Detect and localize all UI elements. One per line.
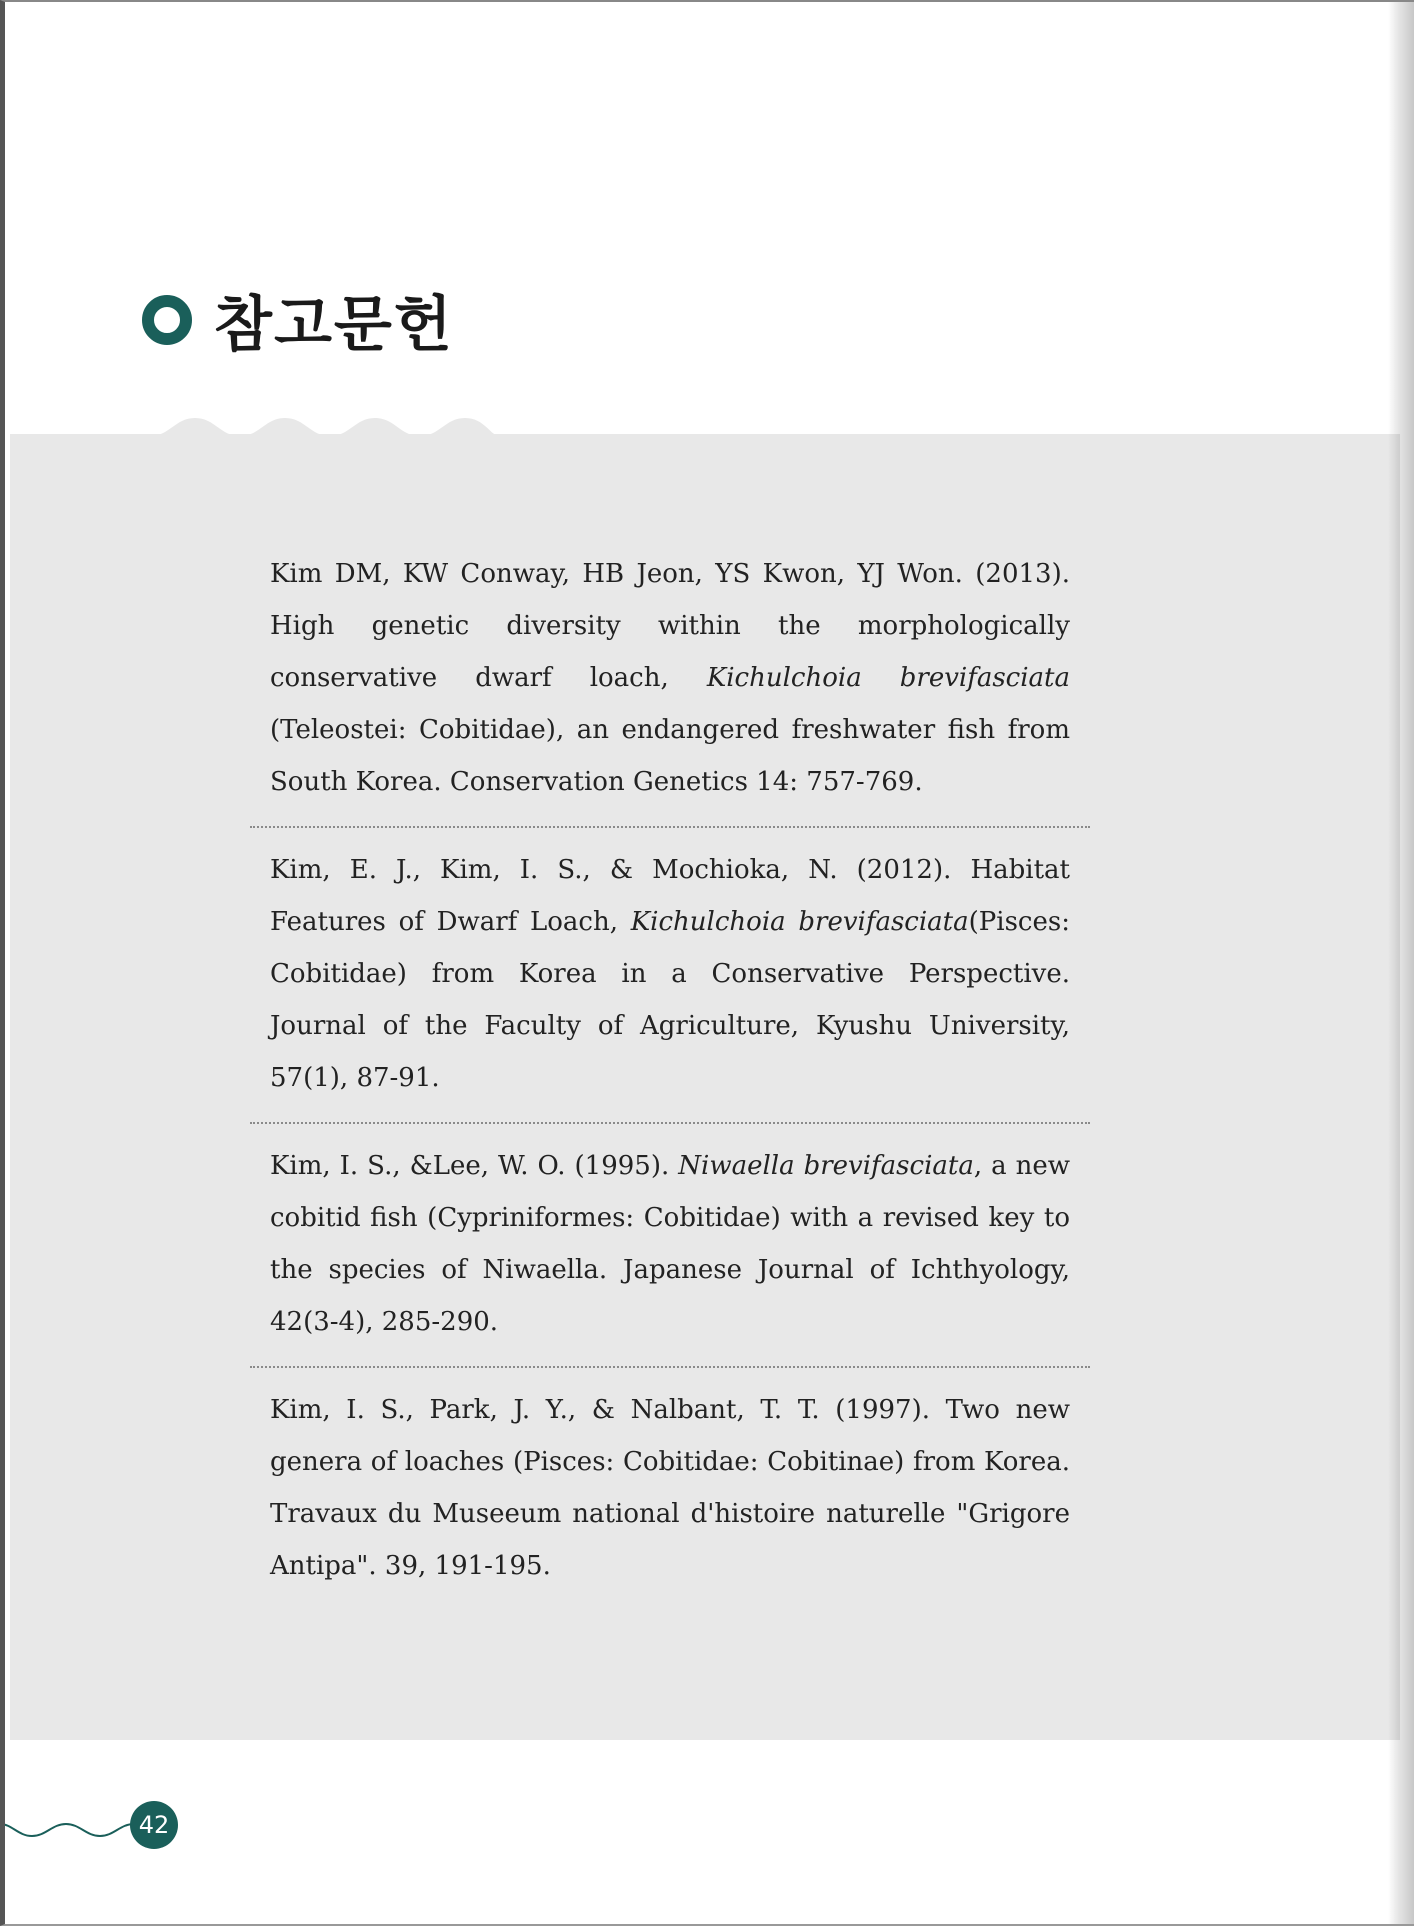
reference-text: Kim DM, KW Conway, HB Jeon, YS Kwon, YJ Won. (2013). High genetic diversity within the morphologically conservative dwarf loach,: [270, 559, 1070, 693]
ring-bullet-icon: [142, 295, 192, 345]
reference-text: , a new cobitid fish (Cypriniformes: Cobitidae) with a revised key to the species of Niwaella. Japanese Journal of Ichthyology, 42(3-4), 285-290.: [270, 1151, 1070, 1337]
species-name: Niwaella brevifasciata: [678, 1151, 974, 1181]
section-heading: [142, 280, 454, 360]
reference-item: [250, 548, 1090, 808]
reference-text: Kim, I. S., &Lee, W. O. (1995).: [270, 1151, 679, 1181]
species-name: Kichulchoia brevifasciata: [630, 907, 969, 937]
reference-item: [250, 844, 1090, 1104]
dotted-divider: [250, 1122, 1090, 1124]
page-number-badge: 42: [130, 1801, 178, 1849]
dotted-divider: [250, 1366, 1090, 1368]
reference-text: Kim, I. S., Park, J. Y., & Nalbant, T. T. (1997). Two new genera of loaches (Pisces: Cobitidae: Cobitinae) from Korea. Travaux du Museeum national d'histoire naturelle "Grigore Antipa". 39, 191-195.: [270, 1395, 1070, 1581]
species-name: Kichulchoia brevifasciata: [706, 663, 1071, 693]
dotted-divider: [250, 826, 1090, 828]
reference-item: [250, 1384, 1090, 1592]
reference-list: [250, 548, 1090, 1592]
reference-text: Kim, E. J., Kim, I. S., & Mochioka, N. (2012). Habitat Features of Dwarf Loach,: [270, 855, 1070, 937]
footer-wave-decoration: [0, 1802, 140, 1852]
page-title: 참고문헌: [214, 290, 454, 360]
reference-item: [250, 1140, 1090, 1348]
reference-text: (Teleostei: Cobitidae), an endangered freshwater fish from South Korea. Conservation Genetics 14: 757-769.: [270, 715, 1070, 797]
reference-text: (Pisces: Cobitidae) from Korea in a Conservative Perspective. Journal of the Faculty of Agriculture, Kyushu University, 57(1), 87-91.: [270, 907, 1070, 1093]
